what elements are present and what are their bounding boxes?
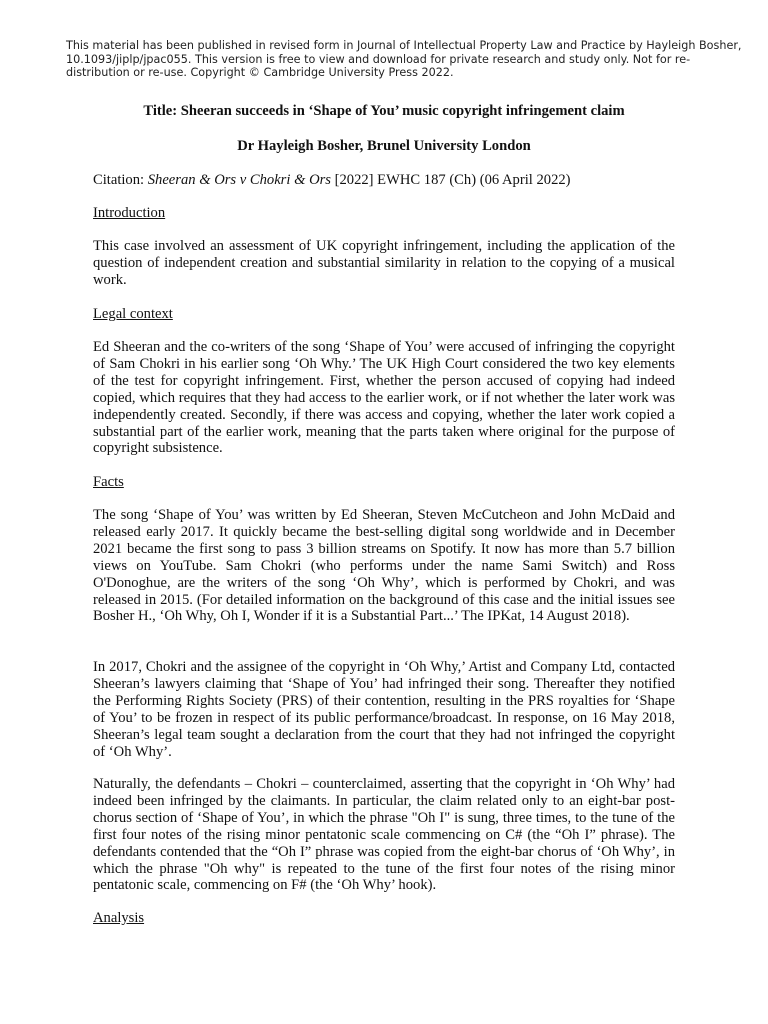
citation-case: Sheeran & Ors v Chokri & Ors	[147, 172, 331, 188]
heading-analysis: Analysis	[93, 910, 145, 926]
author-line: Dr Hayleigh Bosher, Brunel University London	[237, 138, 531, 154]
citation-label: Citation:	[93, 172, 148, 188]
legal-context-paragraph: Ed Sheeran and the co-writers of the song ‘Shape of You’ were accused of infringing the copyright of Sam Chokri in his earlier song ‘Oh Why.’ The UK High Court considered the two key elements of the test for copyright infringement. First, whether the person accused of copying had indeed copied, which requires that they had access to the earlier work, or if not whether the later work was independently created. Secondly, if there was access and copying, whether the later work copied a substantial part of the earlier work, meaning that the parts taken where original for the purpose of copyright subsistence.	[93, 339, 675, 457]
introduction-paragraph: This case involved an assessment of UK copyright infringement, including the application of the question of independent creation and substantial similarity in relation to the copying of a musical work.	[93, 238, 675, 288]
facts-paragraph: Naturally, the defendants – Chokri – counterclaimed, asserting that the copyright in ‘Oh Why’ had indeed been infringed by the claimants. In particular, the claim related only to an eight-bar post-chorus section of ‘Shape of You’, in which the phrase "Oh I" is sung, three times, to the tune of the first four notes of the rising minor pentatonic scale commencing on C# (the “Oh I” phrase). The defendants contended that the “Oh I” phrase was copied from the eight-bar chorus of ‘Oh Why’, in which the phrase "Oh why" is repeated to the tune of the first four notes of the rising minor pentatonic scale, commencing on F# (the ‘Oh Why’ hook).	[93, 776, 675, 894]
citation	[93, 172, 571, 189]
heading-introduction: Introduction	[93, 205, 166, 221]
facts-paragraph: The song ‘Shape of You’ was written by Ed Sheeran, Steven McCutcheon and John McDaid and released early 2017. It quickly became the best-selling digital song worldwide and in December 2021 became the first song to pass 3 billion streams on Spotify. It now has more than 5.7 billion views on YouTube. Sam Chokri (who performs under the name Sami Switch) and Ross O'Donoghue, are the writers of the song ‘Oh Why’, which is performed by Chokri, and was released in 2015. (For detailed information on the background of this case and the initial issues see Bosher H., ‘Oh Why, Oh I, Wonder if it is a Substantial Part...’ The IPKat, 14 August 2018).	[93, 507, 675, 625]
heading-legal-context: Legal context	[93, 306, 173, 322]
citation-rest: [2022] EWHC 187 (Ch) (06 April 2022)	[330, 172, 571, 188]
facts-paragraph: In 2017, Chokri and the assignee of the copyright in ‘Oh Why,’ Artist and Company Ltd, contacted Sheeran’s lawyers claiming that ‘Shape of You’ had infringed their song. Thereafter they notified the Performing Rights Society (PRS) of their contention, resulting in the PRS royalties for ‘Shape of You’ to be frozen in respect of its public performance/broadcast. In response, on 16 May 2018, Sheeran’s legal team sought a declaration from the court that they had not infringed the copyright of ‘Oh Why’.	[93, 659, 675, 760]
article-title: Title: Sheeran succeeds in ‘Shape of You’ music copyright infringement claim	[143, 103, 625, 119]
publication-notice: This material has been published in revised form in Journal of Intellectual Property Law and Practice by Hayleigh Bosher, 10.1093/jiplp/jpac055. This version is free to view and download for private research and study only. Not for re-distribution or re-use. Copyright © Cambridge University Press 2022.	[66, 39, 742, 80]
heading-facts: Facts	[93, 474, 124, 490]
